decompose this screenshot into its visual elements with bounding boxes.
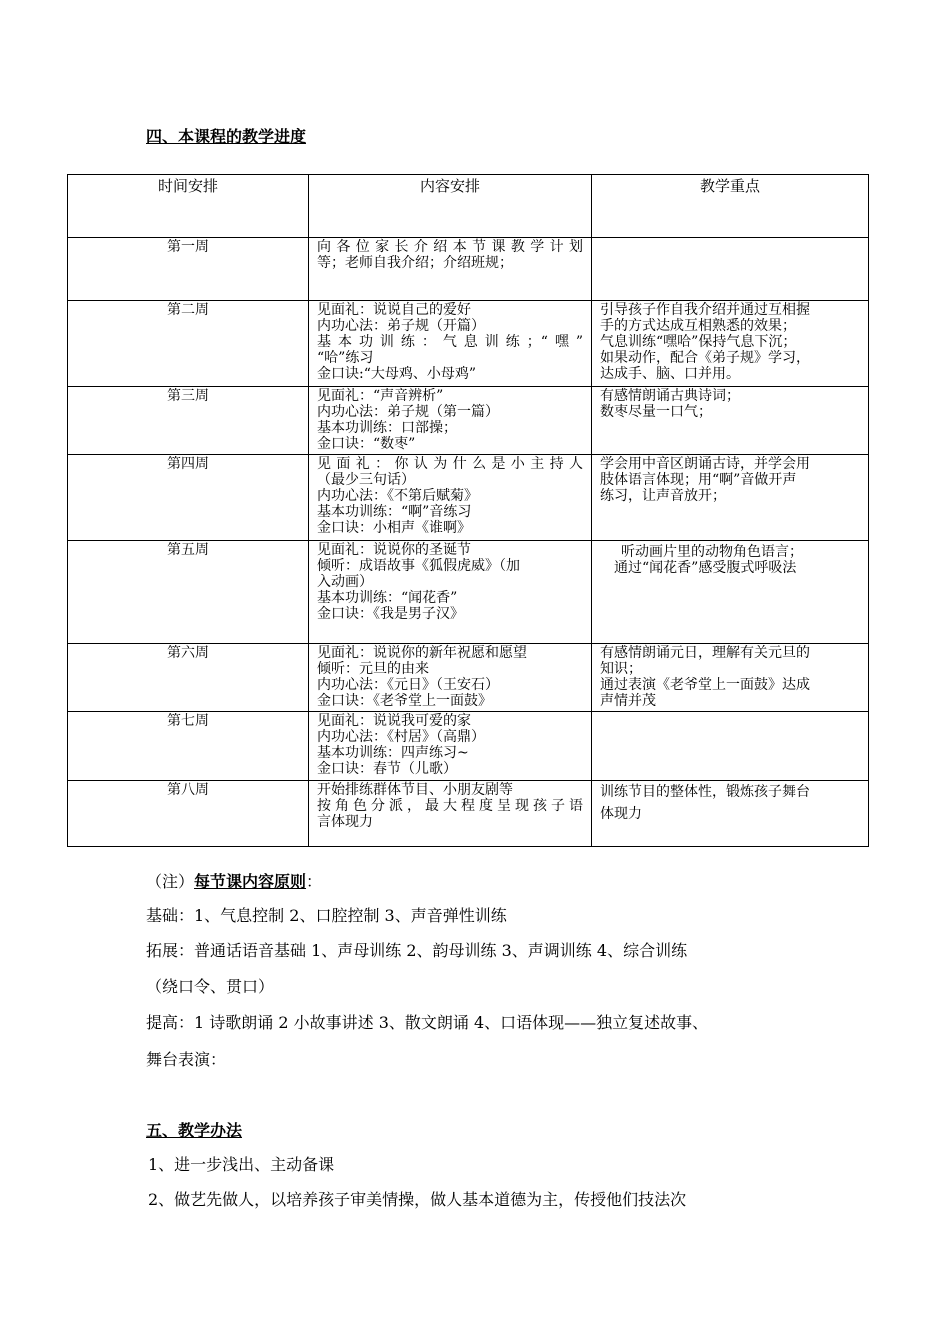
content-line: 基本功训练：四声练习~ bbox=[317, 745, 469, 761]
week-cell: 第一周 bbox=[68, 238, 309, 301]
content-line: 等；老师自我介绍；介绍班规； bbox=[317, 255, 513, 271]
content-line: 内功心法：弟子规（第一篇） bbox=[317, 404, 499, 420]
section5-title: 五、教学办法 bbox=[146, 1121, 243, 1140]
content-line: 金口诀：“数枣” bbox=[317, 436, 416, 452]
focus-cell bbox=[592, 644, 869, 712]
week-cell: 第六周 bbox=[68, 644, 309, 712]
header-focus: 教学重点 bbox=[592, 175, 869, 238]
notes-extend-line1: 拓展：普通话语音基础 1、声母训练 2、韵母训练 3、声调训练 4、综合训练 bbox=[146, 941, 688, 960]
content-cell bbox=[309, 712, 592, 781]
week-cell: 第七周 bbox=[68, 712, 309, 781]
focus-line: 气息训练“嘿哈”保持气息下沉； bbox=[600, 334, 797, 350]
content-line: 金口诀:“大母鸡、小母鸡” bbox=[317, 366, 477, 382]
week-cell: 第四周 bbox=[68, 455, 309, 541]
content-line: 按角色分派，最大程度呈现孩子语 bbox=[317, 798, 583, 814]
focus-line: 有感情朗诵元日，理解有关元旦的 bbox=[600, 645, 810, 661]
method-item-1: 1、进一步浅出、主动备课 bbox=[148, 1155, 335, 1174]
content-line: 见面礼：说说自己的爱好 bbox=[317, 302, 471, 318]
header-time: 时间安排 bbox=[68, 175, 309, 238]
table-row bbox=[68, 387, 869, 455]
content-line: 基本功训练：气息训练；“嘿” bbox=[317, 334, 583, 350]
focus-line: 有感情朗诵古典诗词； bbox=[600, 388, 740, 404]
content-line: 言体现力 bbox=[317, 814, 373, 830]
content-line: 金口诀：春节（儿歌） bbox=[317, 761, 457, 777]
focus-cell bbox=[592, 238, 869, 301]
content-line: 见面礼：“声音辨析” bbox=[317, 388, 444, 404]
table-row bbox=[68, 455, 869, 541]
content-line: （最少三句话） bbox=[317, 472, 415, 488]
focus-line: 数枣尽量一口气； bbox=[600, 404, 712, 420]
content-line: 见面礼：说说你的圣诞节 bbox=[317, 542, 471, 558]
focus-line: 如果动作，配合《弟子规》学习， bbox=[600, 350, 810, 366]
focus-cell bbox=[592, 301, 869, 387]
section4-title: 四、本课程的教学进度 bbox=[146, 127, 307, 146]
focus-line: 引导孩子作自我介绍并通过互相握 bbox=[600, 302, 810, 318]
content-cell bbox=[309, 387, 592, 455]
header-content: 内容安排 bbox=[309, 175, 592, 238]
content-cell bbox=[309, 541, 592, 644]
focus-line: 通过表演《老爷堂上一面鼓》达成 bbox=[600, 677, 810, 693]
table-header-row bbox=[68, 175, 869, 238]
content-line: 基本功训练：“闻花香” bbox=[317, 590, 458, 606]
schedule-table bbox=[67, 174, 869, 847]
notes-advance-line1: 提高：1 诗歌朗诵 2 小故事讲述 3、散文朗诵 4、口语体现——独立复述故事、 bbox=[146, 1013, 709, 1032]
notes-title: 每节课内容原则 bbox=[194, 872, 307, 891]
content-line: 金口诀：小相声《谁啊》 bbox=[317, 520, 471, 536]
content-line: 入动画） bbox=[317, 574, 373, 590]
week-cell: 第八周 bbox=[68, 781, 309, 847]
focus-line: 听动画片里的动物角色语言； bbox=[621, 544, 803, 560]
content-cell bbox=[309, 455, 592, 541]
table-row bbox=[68, 238, 869, 301]
content-line: 见面礼：说说我可爱的家 bbox=[317, 713, 471, 729]
focus-line: 声情并茂 bbox=[600, 693, 656, 709]
content-line: 内功心法：《村居》（高鼎） bbox=[317, 729, 485, 745]
focus-line: 知识； bbox=[600, 661, 642, 677]
content-line: 向各位家长介绍本节课教学计划 bbox=[317, 239, 583, 255]
week-cell: 第五周 bbox=[68, 541, 309, 644]
content-line: 倾听：成语故事《狐假虎威》（加 bbox=[317, 558, 520, 574]
content-line: 倾听：元旦的由来 bbox=[317, 661, 429, 677]
method-item-2: 2、做艺先做人，以培养孩子审美情操，做人基本道德为主，传授他们技法次 bbox=[148, 1190, 687, 1209]
focus-cell bbox=[592, 387, 869, 455]
content-line: 见面礼：说说你的新年祝愿和愿望 bbox=[317, 645, 527, 661]
content-line: 基本功训练：“啊”音练习 bbox=[317, 504, 472, 520]
focus-cell bbox=[592, 781, 869, 847]
focus-line: 学会用中音区朗诵古诗，并学会用 bbox=[600, 456, 810, 472]
table-row bbox=[68, 541, 869, 644]
content-line: 内功心法：《不第后赋菊》 bbox=[317, 488, 478, 504]
content-line: “哈”练习 bbox=[317, 350, 374, 366]
table-row bbox=[68, 781, 869, 847]
focus-cell bbox=[592, 541, 869, 644]
table-row bbox=[68, 644, 869, 712]
focus-line: 体现力 bbox=[600, 806, 642, 822]
notes-basic: 基础：1、气息控制 2、口腔控制 3、声音弹性训练 bbox=[146, 906, 507, 925]
content-line: 开始排练群体节目、小朋友剧等 bbox=[317, 782, 513, 798]
focus-line: 肢体语言体现；用“啊”音做开声 bbox=[600, 472, 797, 488]
table-row bbox=[68, 301, 869, 387]
content-line: 金口诀：《我是男子汉》 bbox=[317, 606, 464, 622]
week-cell: 第三周 bbox=[68, 387, 309, 455]
content-line: 金口诀：《老爷堂上一面鼓》 bbox=[317, 693, 492, 709]
content-line: 见面礼：你认为什么是小主持人 bbox=[317, 456, 583, 472]
content-line: 基本功训练：口部操； bbox=[317, 420, 457, 436]
content-cell bbox=[309, 301, 592, 387]
content-cell bbox=[309, 781, 592, 847]
notes-prefix: （注） bbox=[146, 872, 195, 891]
notes-colon: ： bbox=[306, 872, 323, 891]
table-row bbox=[68, 712, 869, 781]
focus-line: 练习，让声音放开； bbox=[600, 488, 726, 504]
content-cell bbox=[309, 644, 592, 712]
content-cell bbox=[309, 238, 592, 301]
focus-line: 达成手、脑、口并用。 bbox=[600, 366, 740, 382]
focus-line: 通过“闻花香”感受腹式呼吸法 bbox=[614, 560, 797, 576]
notes-advance-line2: 舞台表演： bbox=[146, 1050, 227, 1069]
focus-cell bbox=[592, 455, 869, 541]
notes-heading bbox=[146, 872, 322, 892]
content-line: 内功心法：《元日》（王安石） bbox=[317, 677, 499, 693]
notes-extend-line2: （绕口令、贯口） bbox=[146, 977, 275, 996]
focus-line: 训练节目的整体性，锻炼孩子舞台 bbox=[600, 784, 810, 800]
week-cell: 第二周 bbox=[68, 301, 309, 387]
content-line: 内功心法：弟子规（开篇） bbox=[317, 318, 485, 334]
focus-line: 手的方式达成互相熟悉的效果； bbox=[600, 318, 796, 334]
focus-cell bbox=[592, 712, 869, 781]
